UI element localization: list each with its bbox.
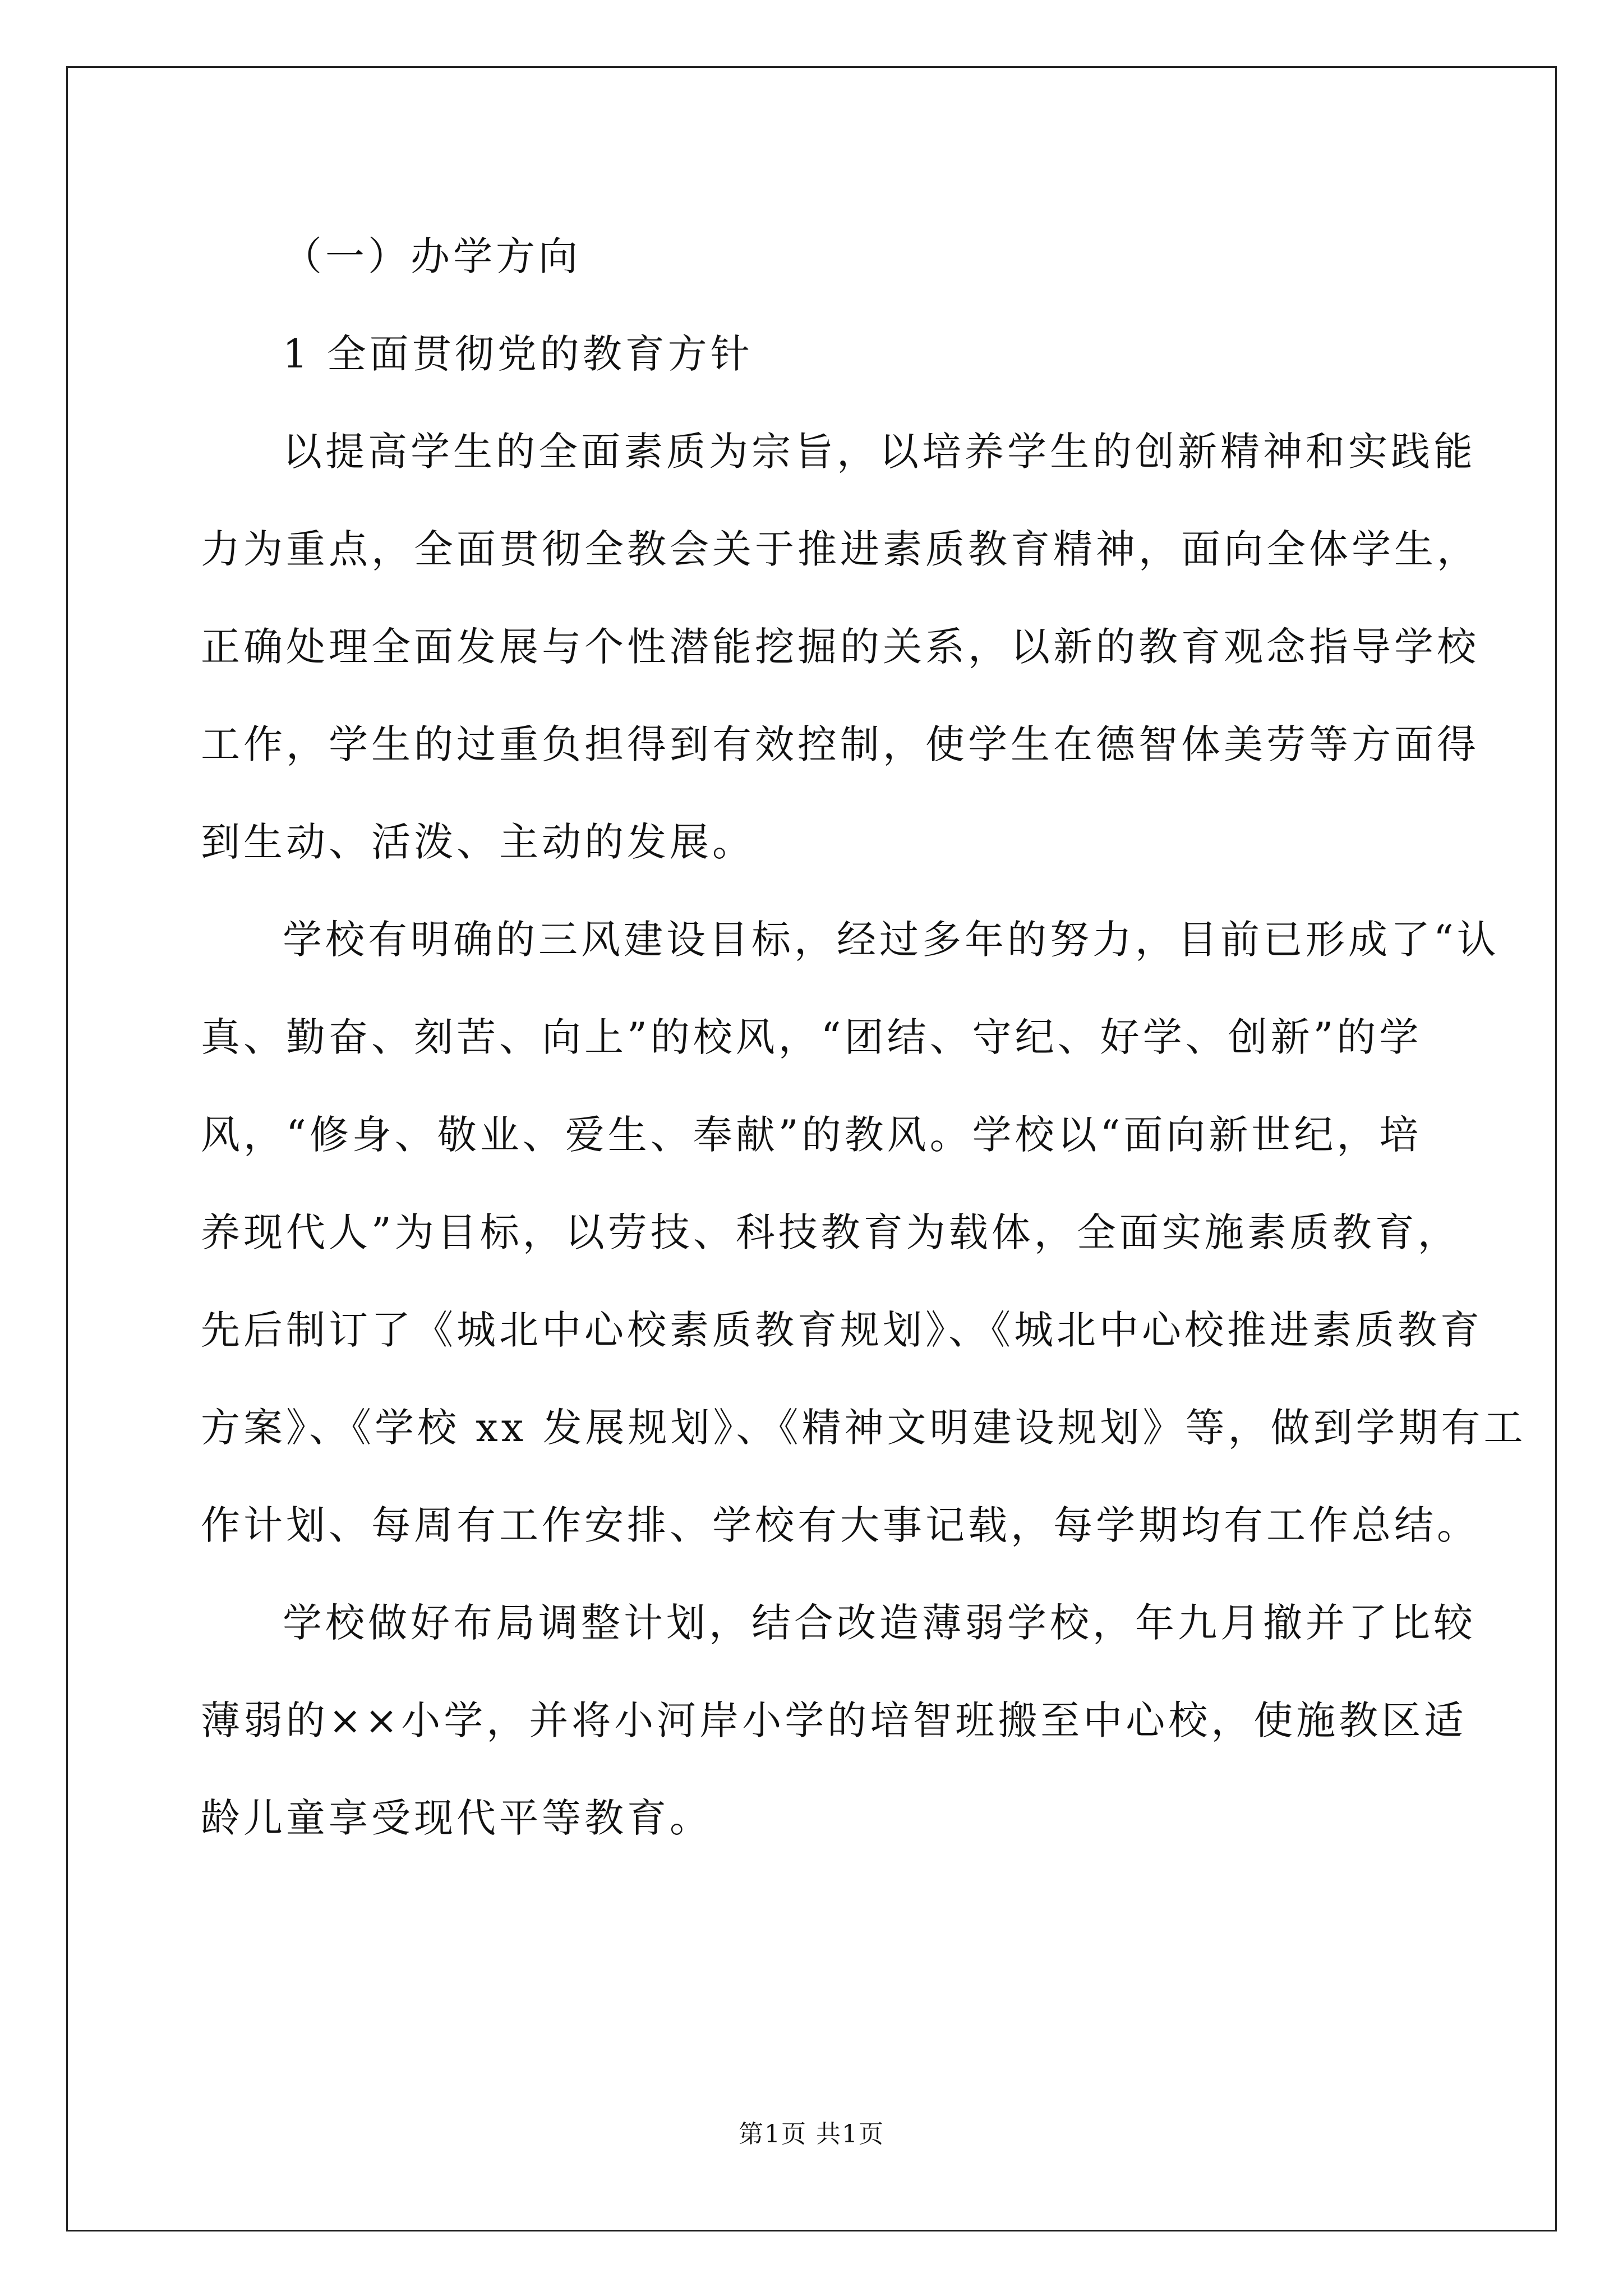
paragraph-line: 风，“修身、敬业、爱生、奉献”的教风。学校以“面向新世纪，培 bbox=[201, 1112, 1422, 1158]
page-footer: 第1页 共1页 bbox=[739, 2120, 884, 2148]
document-body bbox=[201, 208, 1527, 1867]
paragraph-line: 正确处理全面发展与个性潜能挖掘的关系，以新的教育观念指导学校 bbox=[201, 624, 1479, 670]
paragraph-2 bbox=[201, 891, 1527, 1574]
paragraph-1 bbox=[201, 403, 1479, 891]
paragraph-3 bbox=[201, 1574, 1476, 1867]
paragraph-line: 方案》、《学校 xx 发展规划》、《精神文明建设规划》等，做到学期有工 bbox=[201, 1405, 1527, 1451]
paragraph-line: 学校有明确的三风建设目标，经过多年的努力，目前已形成了“认 bbox=[283, 917, 1500, 963]
section-heading: （一）办学方向 bbox=[283, 233, 581, 279]
paragraph-line: 到生动、活泼、主动的发展。 bbox=[201, 819, 755, 865]
section-subheading: 1 全面贯彻党的教育方针 bbox=[283, 331, 753, 377]
paragraph-line: 真、勤奋、刻苦、向上”的校风，“团结、守纪、好学、创新”的学 bbox=[201, 1014, 1422, 1060]
paragraph-line: 养现代人”为目标，以劳技、科技教育为载体，全面实施素质教育， bbox=[201, 1209, 1460, 1255]
paragraph-line: 先后制订了《城北中心校素质教育规划》、《城北中心校推进素质教育 bbox=[201, 1307, 1483, 1353]
paragraph-line: 薄弱的××小学，并将小河岸小学的培智班搬至中心校，使施教区适 bbox=[201, 1697, 1467, 1743]
paragraph-line: 龄儿童享受现代平等教育。 bbox=[201, 1795, 712, 1841]
paragraph-line: 以提高学生的全面素质为宗旨，以培养学生的创新精神和实践能 bbox=[283, 429, 1476, 475]
paragraph-line: 学校做好布局调整计划，结合改造薄弱学校，年九月撤并了比较 bbox=[283, 1600, 1476, 1646]
paragraph-line: 作计划、每周有工作安排、学校有大事记载，每学期均有工作总结。 bbox=[201, 1502, 1479, 1548]
paragraph-line: 工作，学生的过重负担得到有效控制，使学生在德智体美劳等方面得 bbox=[201, 721, 1479, 767]
paragraph-line: 力为重点，全面贯彻全教会关于推进素质教育精神，面向全体学生， bbox=[201, 526, 1479, 572]
